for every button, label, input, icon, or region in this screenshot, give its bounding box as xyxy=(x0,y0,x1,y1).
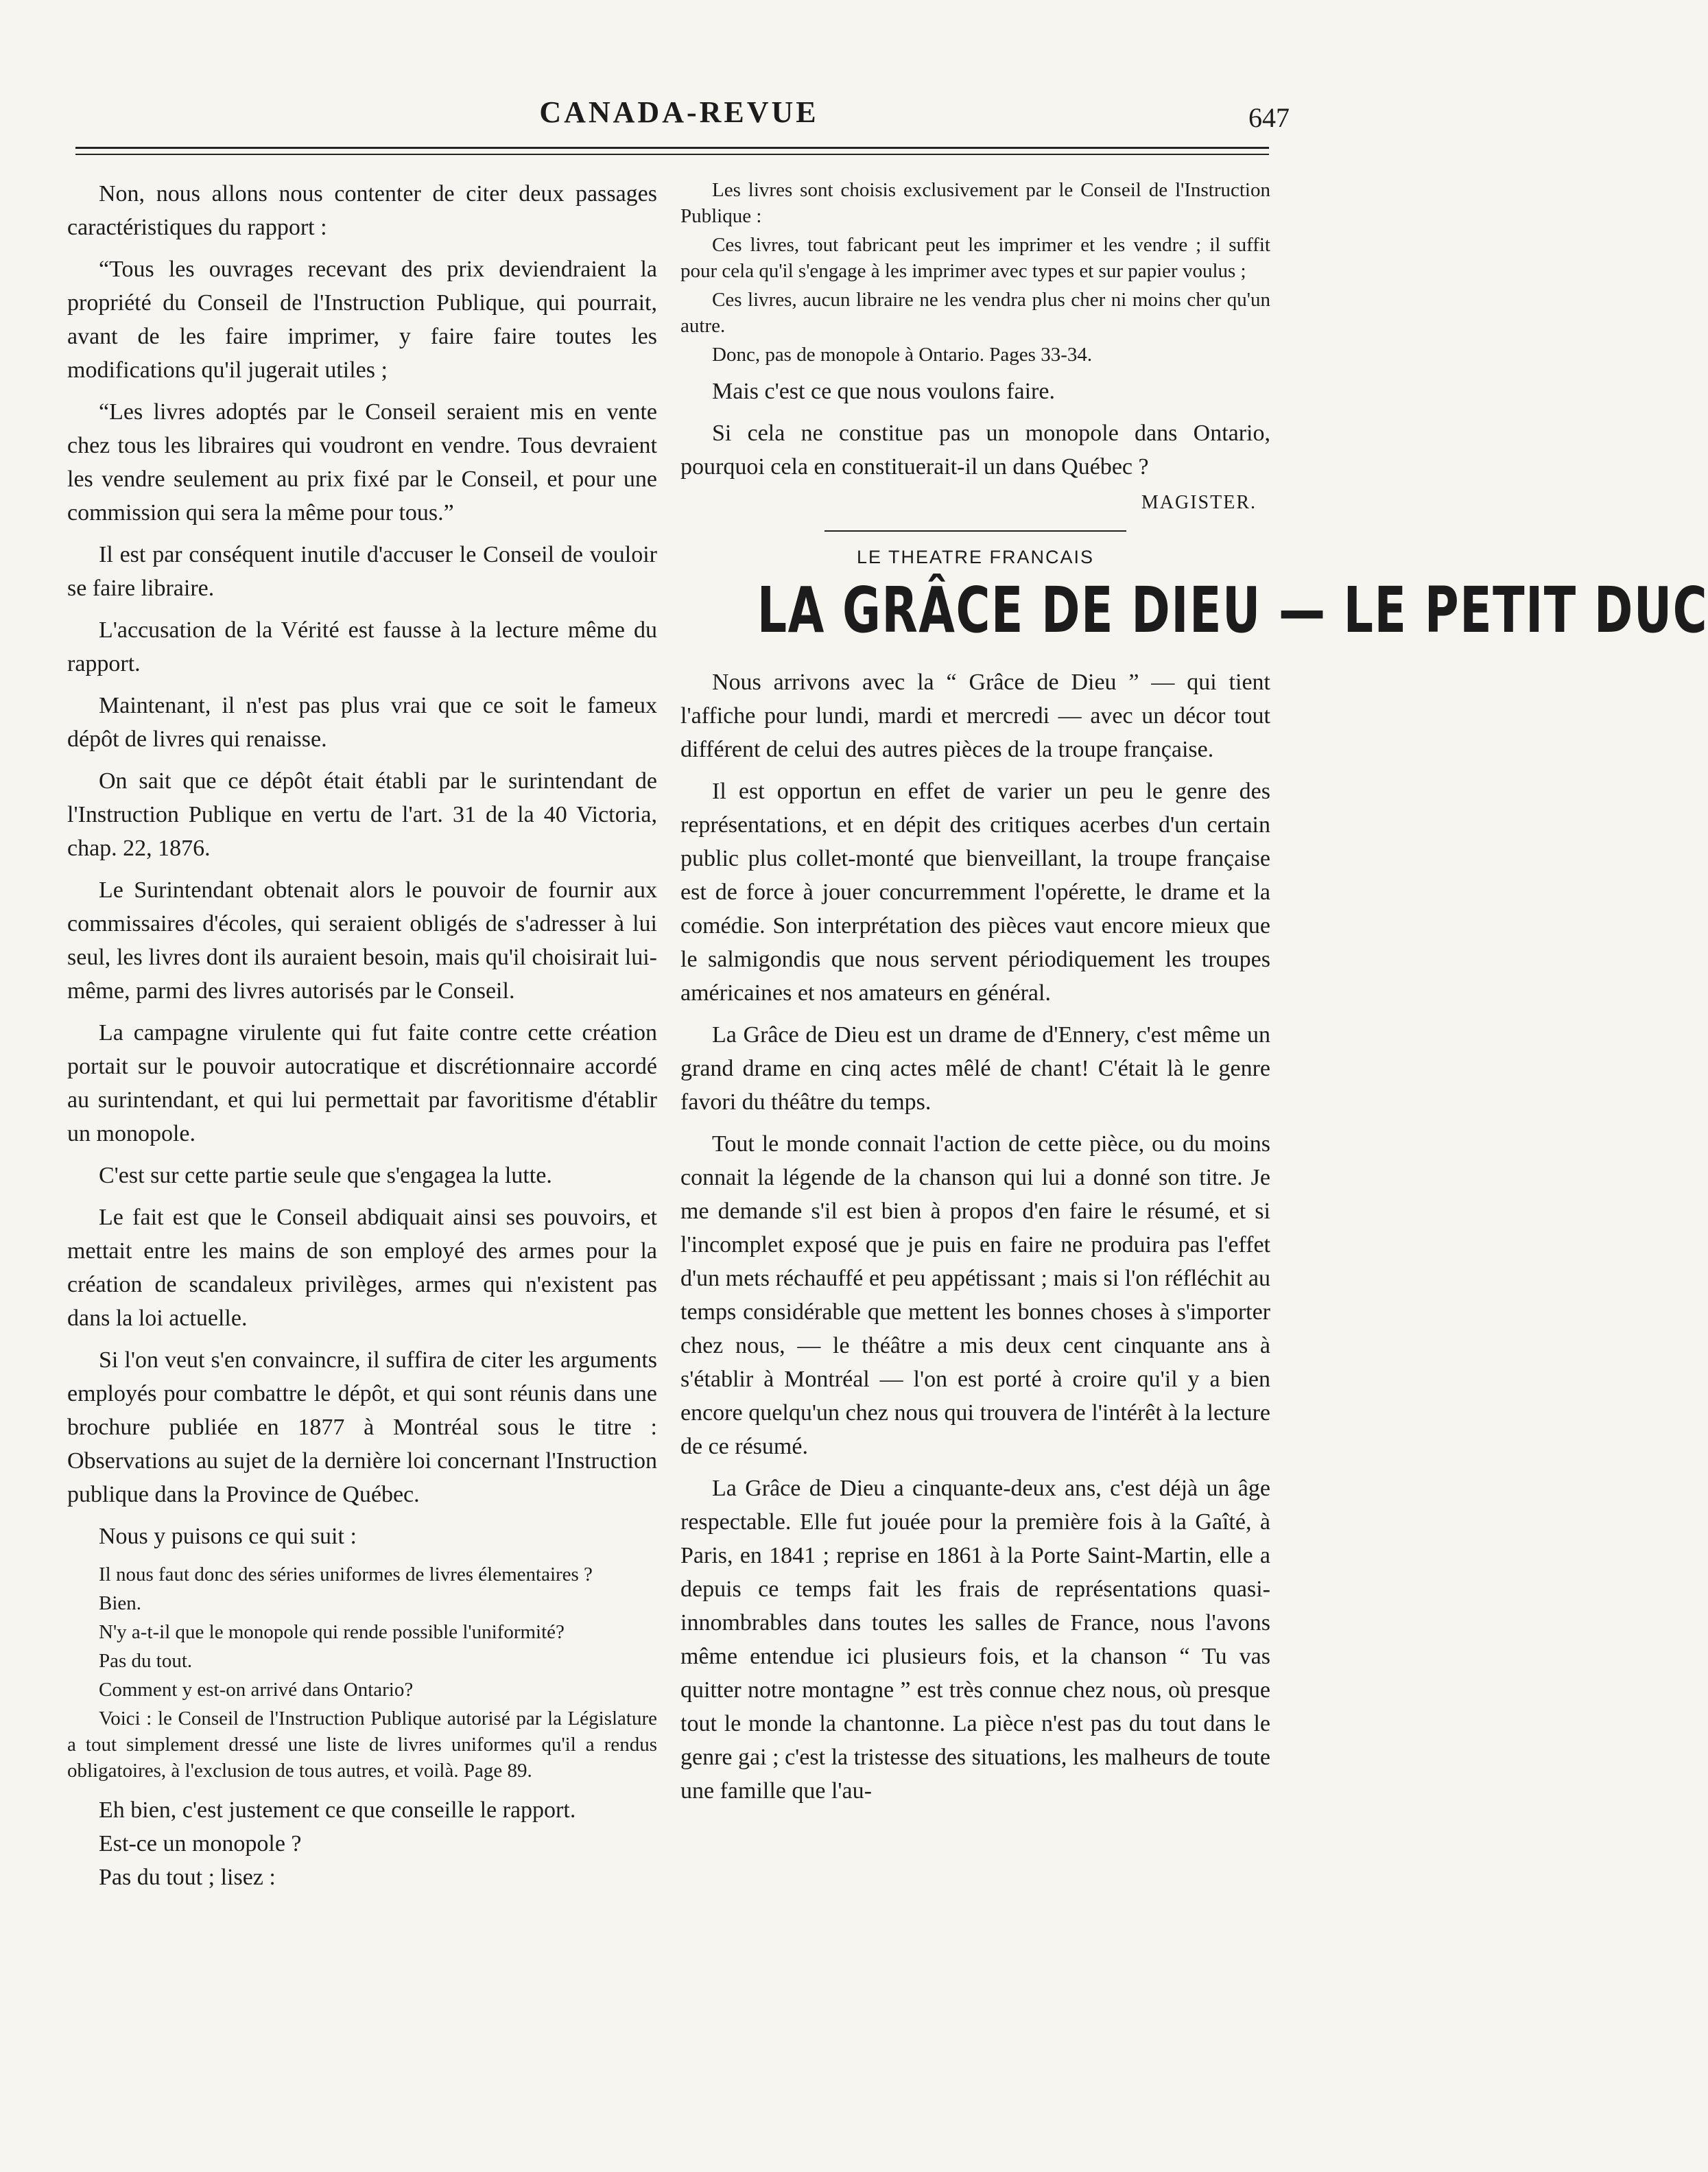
paragraph: Nous y puisons ce qui suit : xyxy=(99,1524,357,1549)
section-heading: LE THEATRE FRANCAIS xyxy=(856,547,1095,567)
right-column xyxy=(680,177,1708,1816)
article-headline: LA GRÂCE DE DIEU — LE PETIT DUC xyxy=(757,574,1708,647)
quoted-paragraph: “Tous les ouvrages recevant des prix deviendraient la propriété du Conseil de l'Instruction Publique, qui pourrait, avant de les faire imprimer, y faire faire toutes les modifications qu'il jugerait utiles ; xyxy=(67,257,657,383)
paragraph: On sait que ce dépôt était établi par le surintendant de l'Instruction Publique en vertu de l'art. 31 de la 40 Victoria, chap. 22, 1876. xyxy=(67,768,657,861)
header-rule-top xyxy=(75,147,1269,149)
paragraph: La Grâce de Dieu est un drame de d'Ennery, c'est même un grand drame en cinq actes mêlé de chant! C'était là le genre favori du théâtre du temps. xyxy=(680,1022,1270,1115)
quote-line: Comment y est-on arrivé dans Ontario? xyxy=(99,1679,414,1701)
quoted-paragraph: “Les livres adoptés par le Conseil seraient mis en vente chez tous les libraires qui voudront en vendre. Tous devraient les vendre seulement au prix fixé par le Conseil, et pour une commission qui sera la même pour tous.” xyxy=(67,399,657,526)
paragraph: C'est sur cette partie seule que s'engagea la lutte. xyxy=(99,1163,552,1188)
paragraph: Le Surintendant obtenait alors le pouvoir de fournir aux commissaires d'écoles, qui seraient obligés de s'adresser à lui seul, les livres dont ils auraient besoin, mais qu'il choisirait lui-même, parmi des livres autorisés par le Conseil. xyxy=(67,877,657,1004)
paragraph: Si cela ne constitue pas un monopole dans Ontario, pourquoi cela en constituerait-il un dans Québec ? xyxy=(680,421,1270,480)
paragraph: Tout le monde connait l'action de cette pièce, ou du moins connait la légende de la chanson qui lui a donné son titre. Je me demande s'il est bien à propos d'en faire le résumé, et si l'incomplet exposé que je puis en faire ne produira pas l'effet d'un mets réchauffé et peu appétissant ; mais si l'on réfléchit au temps considérable que mettent les bonnes choses à s'importer chez nous, — le théâtre a mis deux cent cinquante ans à s'établir à Montréal — l'on est porté à croire qu'il y a bien encore quelqu'un chez nous qui trouvera de l'intérêt à la lecture de ce résumé. xyxy=(680,1131,1270,1459)
header-rule-bottom xyxy=(75,154,1269,155)
paragraph: Est-ce un monopole ? xyxy=(99,1831,302,1856)
quote-line: Les livres sont choisis exclusivement par le Conseil de l'Instruction Publique : xyxy=(680,179,1270,227)
journal-title: CANADA-REVUE xyxy=(539,95,819,129)
paragraph: Le fait est que le Conseil abdiquait ainsi ses pouvoirs, et mettait entre les mains de son employé des armes pour la création de scandaleux privilèges, armes qui n'existent pas dans la loi actuelle. xyxy=(67,1205,657,1331)
paragraph: Il est opportun en effet de varier un peu le genre des représentations, et en dépit des critiques acerbes d'un certain public plus collet-monté que bienveillant, la troupe française est de force à jouer concurremment l'opérette, le drame et la comédie. Son interprétation des pièces vaut encore mieux que le salmigondis que nous servent périodiquement les troupes américaines et nos amateurs en général. xyxy=(680,779,1270,1006)
paragraph: Si l'on veut s'en convaincre, il suffira de citer les arguments employés pour combattre le dépôt, et qui sont réunis dans une brochure publiée en 1877 à Montréal sous le titre : Observations au sujet de la dernière loi concernant l'Instruction publique dans la Province de Québec. xyxy=(67,1347,657,1507)
quote-line: Ces livres, tout fabricant peut les imprimer et les vendre ; il suffit pour cela qu'il s'engage à les imprimer avec types et sur papier voulus ; xyxy=(680,234,1270,282)
paragraph: Maintenant, il n'est pas plus vrai que ce soit le fameux dépôt de livres qui renaisse. xyxy=(67,693,657,752)
paragraph: Nous arrivons avec la “ Grâce de Dieu ” — qui tient l'affiche pour lundi, mardi et mercredi — avec un décor tout différent de celui des autres pièces de la troupe française. xyxy=(680,670,1270,762)
paragraph: Il est par conséquent inutile d'accuser le Conseil de vouloir se faire libraire. xyxy=(67,542,657,601)
paragraph: L'accusation de la Vérité est fausse à la lecture même du rapport. xyxy=(67,617,657,676)
quote-line: N'y a-t-il que le monopole qui rende possible l'uniformité? xyxy=(99,1621,565,1643)
paragraph: La Grâce de Dieu a cinquante-deux ans, c'est déjà un âge respectable. Elle fut jouée pour la première fois à la Gaîté, à Paris, en 1841 ; reprise en 1861 à la Porte Saint-Martin, elle a depuis ce temps fait les frais de représentations quasi-innombrables dans toutes les salles de France, nous l'avons même entendue ici plusieurs fois, et la chanson “ Tu vas quitter notre montagne ” est très connue chez nous, où presque tout le monde la chantonne. La pièce n'est pas du tout dans le genre gai ; c'est la tristesse des situations, les malheurs de toute une famille que l'au- xyxy=(680,1476,1270,1804)
paragraph: Non, nous allons nous contenter de citer deux passages caractéristiques du rapport : xyxy=(67,181,657,240)
quote-line: Ces livres, aucun libraire ne les vendra plus cher ni moins cher qu'un autre. xyxy=(680,289,1270,337)
quote-line: Il nous faut donc des séries uniformes de livres élementaires ? xyxy=(99,1563,593,1585)
quote-line: Pas du tout. xyxy=(99,1650,193,1672)
paragraph: Mais c'est ce que nous voulons faire. xyxy=(712,379,1055,404)
section-divider xyxy=(825,530,1126,532)
quote-line: Voici : le Conseil de l'Instruction Publique autorisé par la Législature a tout simplement dressé une liste de livres uniformes qu'il a rendus obligatoires, à l'exclusion de tous autres, et voilà. Page 89. xyxy=(67,1708,657,1782)
paragraph: Pas du tout ; lisez : xyxy=(99,1865,276,1890)
page-number: 647 xyxy=(1248,102,1290,133)
signature: MAGISTER. xyxy=(1141,492,1257,513)
running-header xyxy=(69,88,1290,136)
left-column xyxy=(67,177,657,1902)
quote-line: Donc, pas de monopole à Ontario. Pages 33-34. xyxy=(712,344,1093,366)
paragraph: La campagne virulente qui fut faite contre cette création portait sur le pouvoir autocratique et discrétionnaire accordé au surintendant, et qui lui permettait par favoritisme d'établir un monopole. xyxy=(67,1020,657,1146)
quote-line: Bien. xyxy=(99,1592,142,1614)
paragraph: Eh bien, c'est justement ce que conseille le rapport. xyxy=(99,1797,576,1823)
